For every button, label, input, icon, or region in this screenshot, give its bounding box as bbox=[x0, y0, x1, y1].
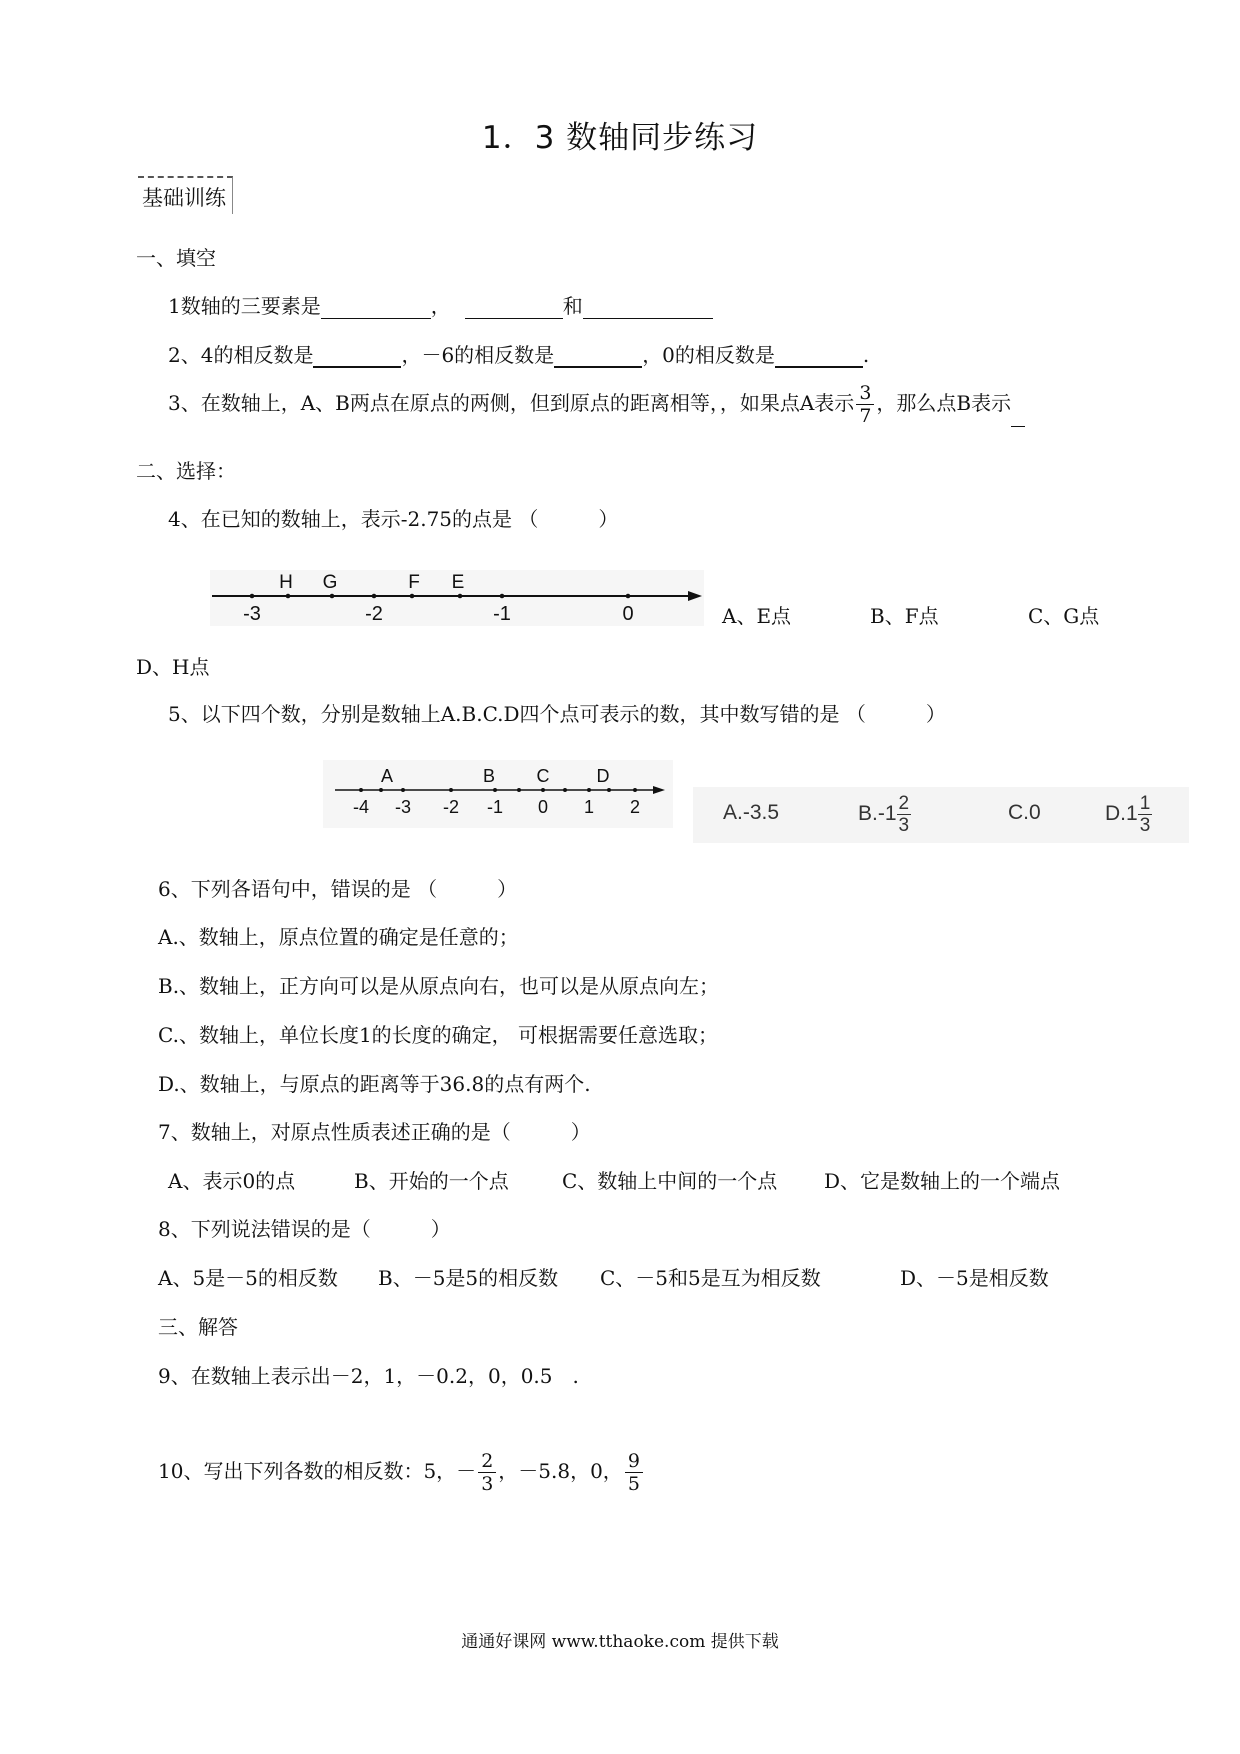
number-line-1-dot bbox=[458, 594, 463, 599]
number-line-1-tick-label: 0 bbox=[622, 603, 634, 625]
q8-option-b[interactable]: B、－5是5的相反数 bbox=[378, 1266, 559, 1290]
question-8: 8、下列说法错误的是（ ） bbox=[158, 1217, 451, 1241]
number-line-2-dot bbox=[517, 788, 521, 792]
number-line-2-tick-label: -1 bbox=[486, 797, 504, 817]
number-line-2-point-label: C bbox=[536, 766, 550, 786]
q2-text-d: . bbox=[862, 343, 870, 367]
number-line-2-tick-label: 0 bbox=[537, 797, 549, 817]
q10-fraction-2 bbox=[625, 1450, 643, 1495]
question-5: 5、以下四个数，分别是数轴上A.B.C.D四个点可表示的数，其中数写错的是 （ ） bbox=[168, 702, 946, 726]
q2-text-c: ，0的相反数是 bbox=[642, 343, 775, 367]
q1-blank-3[interactable] bbox=[583, 296, 713, 319]
q10-text-a: 10、写出下列各数的相反数：5，－ bbox=[158, 1459, 477, 1483]
number-line-1-tick-label: -2 bbox=[365, 603, 383, 625]
q5-option-c[interactable]: C.0 bbox=[1008, 801, 1041, 824]
number-line-1-dot bbox=[410, 594, 415, 599]
q2-text-a: 2、4的相反数是 bbox=[168, 343, 314, 367]
number-line-1-point-label: E bbox=[451, 572, 465, 593]
number-line-2-dot bbox=[607, 788, 611, 792]
number-line-2 bbox=[323, 760, 673, 828]
q3-blank[interactable] bbox=[1011, 404, 1025, 427]
number-line-2-tick-label: 1 bbox=[583, 797, 595, 817]
number-line-2-dot bbox=[449, 788, 453, 792]
q3-text-b: ，那么点B表示 bbox=[876, 391, 1012, 415]
q4-option-a[interactable]: A、E点 bbox=[722, 604, 792, 628]
number-line-2-dot bbox=[563, 788, 567, 792]
number-line-2-dot bbox=[541, 788, 545, 792]
question-3 bbox=[168, 382, 1025, 427]
section-answer-heading: 三、解答 bbox=[158, 1315, 238, 1339]
number-line-1-dot bbox=[286, 594, 291, 599]
q7-option-d[interactable]: D、它是数轴上的一个端点 bbox=[824, 1169, 1061, 1193]
number-line-1-point-label: G bbox=[322, 572, 338, 593]
number-line-2-tick-label: -4 bbox=[352, 797, 370, 817]
number-line-2-point-label: A bbox=[380, 766, 394, 786]
q3-text-a: 3、在数轴上，A、B两点在原点的两侧，但到原点的距离相等，，如果点A表示 bbox=[168, 391, 855, 415]
q7-option-a[interactable]: A、表示0的点 bbox=[168, 1169, 296, 1193]
q5-option-d-num: 1 bbox=[1139, 793, 1151, 814]
q10-fraction-1 bbox=[478, 1450, 496, 1495]
q5-option-d-den: 3 bbox=[1139, 815, 1151, 836]
number-line-1-dot bbox=[250, 594, 255, 599]
q5-option-d-fraction bbox=[1138, 793, 1153, 836]
q4-option-d[interactable]: D、H点 bbox=[136, 655, 210, 679]
number-line-2-tick-label: -3 bbox=[394, 797, 412, 817]
q6-option-a[interactable]: A.、数轴上，原点位置的确定是任意的； bbox=[158, 925, 519, 949]
question-10 bbox=[158, 1450, 645, 1495]
q7-option-b[interactable]: B、开始的一个点 bbox=[354, 1169, 509, 1193]
q3-fraction bbox=[856, 382, 874, 427]
q7-option-c[interactable]: C、数轴上中间的一个点 bbox=[562, 1169, 778, 1193]
q4-option-c[interactable]: C、G点 bbox=[1028, 604, 1100, 628]
number-line-2-tick-label: -2 bbox=[442, 797, 460, 817]
q10-frac2-num: 9 bbox=[625, 1450, 643, 1473]
q5-option-b-whole: B.-1 bbox=[858, 802, 897, 826]
q8-option-a[interactable]: A、5是－5的相反数 bbox=[158, 1266, 338, 1290]
number-line-1-point-label: F bbox=[408, 572, 420, 593]
q1-blank-1[interactable] bbox=[321, 296, 431, 319]
number-line-2-dot bbox=[359, 788, 363, 792]
number-line-2-tick-label: 2 bbox=[629, 797, 641, 817]
q2-blank-1[interactable] bbox=[313, 344, 401, 368]
number-line-2-point-label: B bbox=[482, 766, 496, 786]
number-line-1-dot bbox=[500, 594, 505, 599]
q5-option-b-num: 2 bbox=[898, 793, 910, 814]
number-line-1-point-label: H bbox=[279, 572, 293, 593]
q6-option-c[interactable]: C.、数轴上，单位长度1的长度的确定， 可根据需要任意选取； bbox=[158, 1023, 719, 1047]
number-line-2-dot bbox=[587, 788, 591, 792]
number-line-1-tick-label: -3 bbox=[243, 603, 261, 625]
section-badge: 基础训练 bbox=[138, 176, 233, 214]
page-title: 1．3 数轴同步练习 bbox=[481, 120, 759, 156]
q5-option-b-den: 3 bbox=[898, 815, 910, 836]
q6-option-b[interactable]: B.、数轴上，正方向可以是从原点向右，也可以是从原点向左； bbox=[158, 974, 720, 998]
question-6: 6、下列各语句中，错误的是 （ ） bbox=[158, 877, 518, 901]
q5-option-a[interactable]: A.-3.5 bbox=[723, 801, 780, 824]
q8-option-c[interactable]: C、－5和5是互为相反数 bbox=[600, 1266, 821, 1290]
q1-text-b: ， bbox=[430, 294, 451, 318]
q4-option-b[interactable]: B、F点 bbox=[870, 604, 939, 628]
number-line-2-dot bbox=[379, 788, 383, 792]
q10-frac1-den: 3 bbox=[481, 1473, 494, 1495]
q10-text-b: ，－5.8，0， bbox=[498, 1459, 623, 1483]
q1-text-c: 和 bbox=[562, 294, 583, 318]
number-line-1-dot bbox=[626, 594, 631, 599]
q5-option-d[interactable] bbox=[1105, 793, 1152, 836]
q8-option-d[interactable]: D、－5是相反数 bbox=[900, 1266, 1049, 1290]
q2-blank-2[interactable] bbox=[554, 344, 642, 368]
question-9: 9、在数轴上表示出－2，1，－0.2，0，0.5 . bbox=[158, 1364, 579, 1388]
footer-source: 通通好课网 www.tthaoke.com 提供下载 bbox=[461, 1632, 779, 1652]
number-line-1-dot bbox=[330, 594, 335, 599]
number-line-1-tick-label: -1 bbox=[493, 603, 511, 625]
number-line-2-dot bbox=[401, 788, 405, 792]
section-fill-heading: 一、填空 bbox=[136, 246, 216, 270]
number-line-2-point-label: D bbox=[596, 766, 610, 786]
section-choice-heading: 二、选择： bbox=[136, 459, 236, 483]
number-line-2-dot bbox=[493, 788, 497, 792]
number-line-1-dot bbox=[372, 594, 377, 599]
q1-text-a: 1数轴的三要素是 bbox=[168, 294, 321, 318]
question-4: 4、在已知的数轴上，表示-2.75的点是 （ ） bbox=[168, 507, 619, 531]
q5-options-box bbox=[693, 787, 1189, 843]
q10-frac1-num: 2 bbox=[478, 1450, 496, 1473]
q3-frac-num: 3 bbox=[856, 382, 874, 405]
q5-option-b[interactable] bbox=[858, 793, 911, 836]
q5-option-b-fraction bbox=[897, 793, 912, 836]
question-2 bbox=[168, 339, 869, 368]
number-line-1 bbox=[210, 570, 704, 626]
question-7: 7、数轴上，对原点性质表述正确的是（ ） bbox=[158, 1120, 591, 1144]
q3-frac-den: 7 bbox=[859, 405, 872, 427]
q10-frac2-den: 5 bbox=[627, 1473, 640, 1495]
q5-option-d-whole: D.1 bbox=[1105, 802, 1138, 826]
question-1 bbox=[168, 290, 713, 319]
q1-blank-2[interactable] bbox=[465, 296, 563, 319]
q2-text-b: ，－6的相反数是 bbox=[401, 343, 555, 367]
number-line-2-dot bbox=[633, 788, 637, 792]
q6-option-d[interactable]: D.、数轴上，与原点的距离等于36.8的点有两个. bbox=[158, 1072, 591, 1096]
q2-blank-3[interactable] bbox=[775, 344, 863, 368]
